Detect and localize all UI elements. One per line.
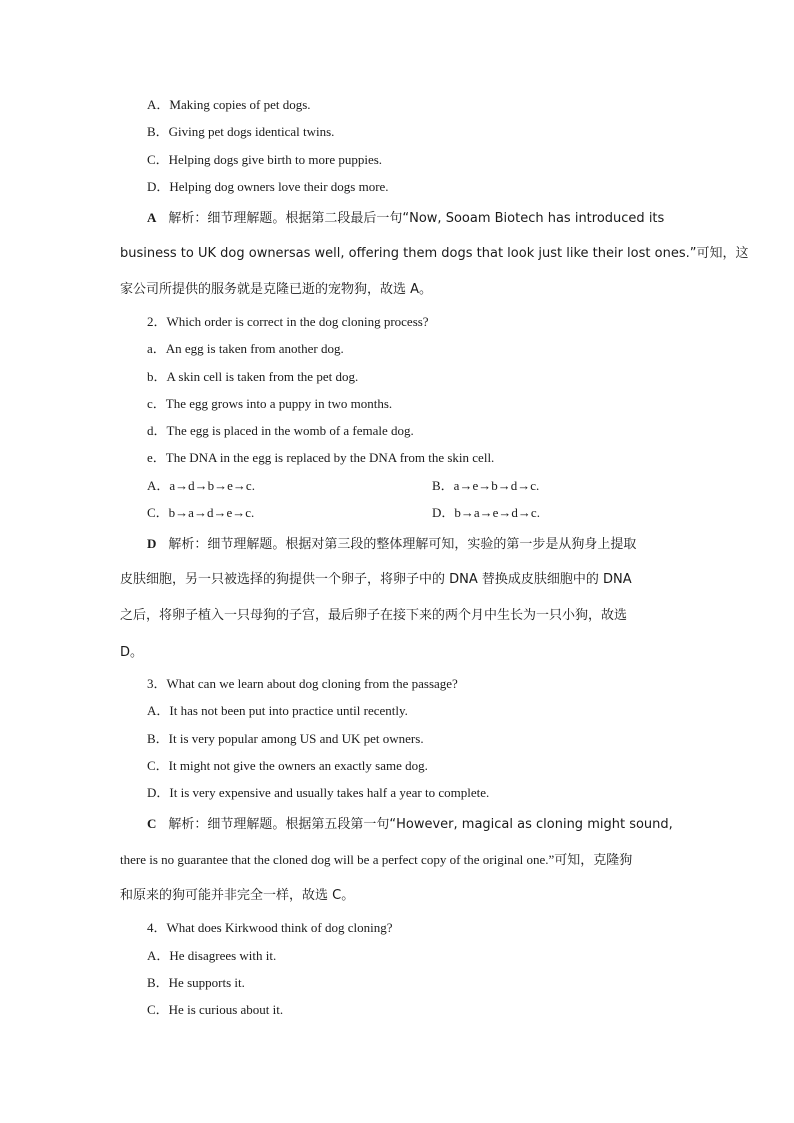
q2-option-d: D．b→a→e→d→c. [432,505,540,520]
q1-analysis-line-2: business to UK dog ownersas well, offering them dogs that look just like their lost ones.”可知，这 [120,246,749,261]
q2-step-c: c．The egg grows into a puppy in two months. [147,396,393,411]
q3-analysis-line-3: 和原来的狗可能并非完全一样，故选 C。 [120,888,355,903]
q3-option-a: A．It has not been put into practice until recently. [147,703,408,718]
q2-option-a: A．a→d→b→e→c. [147,478,255,493]
q1-option-c: C．Helping dogs give birth to more puppies. [147,152,383,167]
q3-question: 3．What can we learn about dog cloning from the passage? [147,676,458,691]
q1-option-a: A．Making copies of pet dogs. [147,97,311,112]
q3-option-b: B．It is very popular among US and UK pet owners. [147,731,424,746]
q2-step-e: e．The DNA in the egg is replaced by the DNA from the skin cell. [147,450,495,465]
q1-option-b: B．Giving pet dogs identical twins. [147,124,335,139]
q4-option-a: A．He disagrees with it. [147,948,277,963]
q3-analysis-text-1: 解析：细节理解题。根据第五段第一句“However, magical as cloning might sound, [168,817,673,832]
q2-analysis-line-1 [147,536,636,553]
q3-answer-letter: C [147,816,157,831]
q1-analysis-text-1: 解析：细节理解题。根据第二段最后一句“Now, Sooam Biotech has introduced its [168,211,665,226]
q2-option-b: B．a→e→b→d→c. [432,478,540,493]
q2-step-d: d．The egg is placed in the womb of a female dog. [147,423,414,438]
q2-analysis-text-1: 解析：细节理解题。根据对第三段的整体理解可知，实验的第一步是从狗身上提取 [168,537,637,552]
q3-analysis-line-1 [147,816,675,833]
q1-analysis-line-1 [147,210,675,227]
q1-analysis-line-3: 家公司所提供的服务就是克隆已逝的宠物狗，故选 A。 [120,282,433,297]
q3-analysis-line-2: there is no guarantee that the cloned dog will be a perfect copy of the original one.”可知，克隆狗 [120,852,633,867]
q2-answer-letter: D [147,536,157,551]
q4-question: 4．What does Kirkwood think of dog cloning? [147,920,393,935]
q2-question: 2．Which order is correct in the dog cloning process? [147,314,429,329]
q3-option-d: D．It is very expensive and usually takes half a year to complete. [147,785,490,800]
q2-step-b: b．A skin cell is taken from the pet dog. [147,369,359,384]
q1-option-d: D．Helping dog owners love their dogs more. [147,179,389,194]
q2-analysis-line-4: D。 [120,645,144,660]
q2-analysis-line-3: 之后，将卵子植入一只母狗的子宫，最后卵子在接下来的两个月中生长为一只小狗，故选 [120,608,628,623]
q2-option-c: C．b→a→d→e→c. [147,505,255,520]
q4-option-c: C．He is curious about it. [147,1002,284,1017]
q4-option-b: B．He supports it. [147,975,245,990]
q2-analysis-line-2: 皮肤细胞，另一只被选择的狗提供一个卵子，将卵子中的 DNA 替换成皮肤细胞中的 DNA [120,572,632,587]
q1-answer-letter: A [147,210,157,225]
q3-option-c: C．It might not give the owners an exactly same dog. [147,758,428,773]
q2-step-a: a．An egg is taken from another dog. [147,341,344,356]
